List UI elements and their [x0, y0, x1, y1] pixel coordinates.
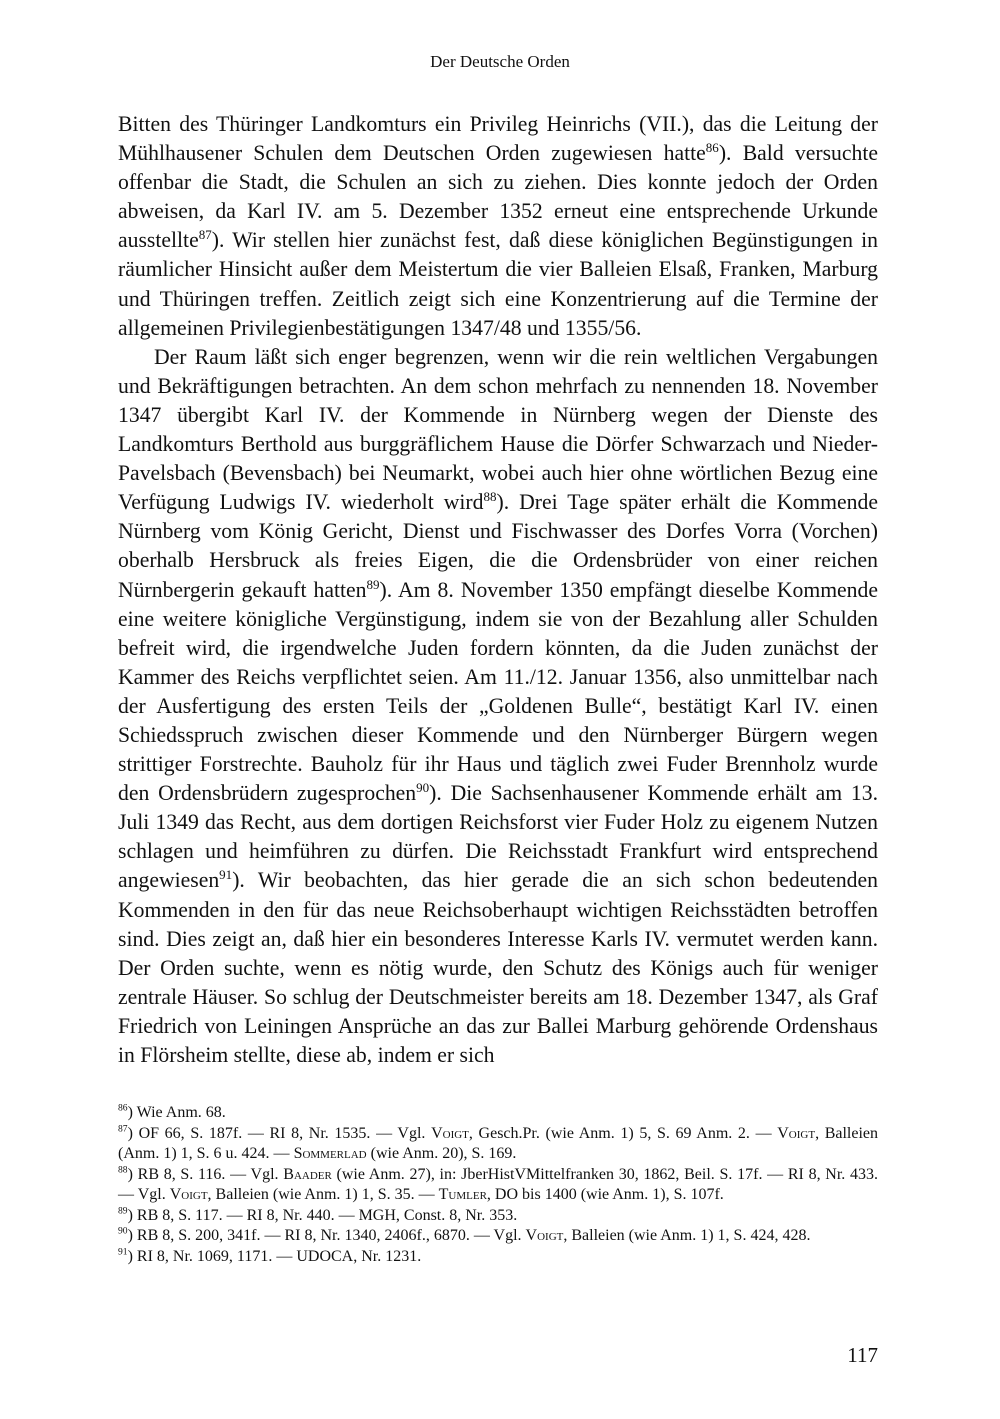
- author-name: Baader: [283, 1165, 332, 1183]
- author-name: Voigt: [525, 1227, 564, 1244]
- footnote-text: RB 8, S. 200, 341f. — RI 8, Nr. 1340, 2406f., 6870. — Vgl.: [136, 1227, 526, 1244]
- footnotes: [118, 1103, 878, 1267]
- footnote: $^{88}$) RB 8, S. 116. — Vgl. Baader (wie Anm. 27), in: JberHistVMittelfranken 30, 1862, Beil. S. 17f. — RI 8, Nr. 433. — Vgl. Voigt, Balleien (wie Anm. 1) 1, S. 35. — Tumler, DO bis 1400 (wie Anm. 1), S. 107f.: [118, 1164, 878, 1203]
- author-name: Sommerlad: [293, 1145, 367, 1162]
- text-run: ). Drei Tage später erhält die Kommende Nürnberg vom König Gericht, Dienst und Fischwasser des Dorfes Vorra (Vorchen) oberhalb Hersbruck als freies Eigen, die die Ordensbrüder von einer reichen Nürnbergerin gekauft hatten: [118, 490, 878, 602]
- footnote-ref: 88: [483, 488, 497, 504]
- author-name: Voigt: [169, 1186, 208, 1203]
- footnote-number: 88: [118, 1164, 128, 1176]
- author-name: Tumler: [438, 1186, 487, 1203]
- footnote-text: , Balleien (wie Anm. 1) 1, S. 35. —: [207, 1186, 439, 1203]
- author-name: Voigt: [431, 1124, 469, 1142]
- body-text: [118, 110, 878, 1070]
- footnote-text: (wie Anm. 27), in: JberHistVMittelfranken 30, 1862, Beil. S. 17f. — RI 8, Nr. 433. — Vgl.: [118, 1165, 878, 1203]
- footnote-text: Wie Anm. 68.: [136, 1104, 226, 1121]
- footnote-number: 91: [118, 1246, 128, 1258]
- text-run: ). Die Sachsenhausener Kommende erhält am 13. Juli 1349 das Recht, aus dem dortigen Reichsforst vier Fuder Holz zu eigenem Nutzen schlagen und heimführen zu dürfen. Die Reichsstadt Frankfurt wird entsprechend angewiesen: [118, 781, 878, 893]
- footnote-text: , DO bis 1400 (wie Anm. 1), S. 107f.: [486, 1186, 724, 1203]
- footnote-ref: 90: [416, 779, 430, 795]
- footnote-ref: 87: [198, 227, 212, 243]
- footnote: $^{86}$) Wie Anm. 68.: [118, 1102, 226, 1121]
- footnote: $^{87}$) OF 66, S. 187f. — RI 8, Nr. 1535. — Vgl. Voigt, Gesch.Pr. (wie Anm. 1) 5, S. 69 Anm. 2. — Voigt, Balleien (Anm. 1) 1, S. 6 u. 424. — Sommerlad (wie Anm. 20), S. 169.: [118, 1123, 879, 1162]
- footnote-text: (wie Anm. 20), S. 169.: [366, 1145, 517, 1162]
- footnote: $^{91}$) RI 8, Nr. 1069, 1171. — UDOCA, Nr. 1231.: [118, 1246, 422, 1265]
- footnote-text: , Balleien (Anm. 1) 1, S. 6 u. 424. —: [118, 1124, 879, 1162]
- text-run: ). Wir beobachten, das hier gerade die an sich schon bedeutenden Kommenden in den für das neue Reichsoberhaupt wichtigen Reichsstädten betroffen sind. Dies zeigt an, daß hier ein besonderes Interesse Karls IV. vermutet werden kann. Der Orden suchte, wenn es nötig wurde, den Schutz des Königs auch für weniger zentrale Häuser. So schlug der Deutschmeister bereits am 18. Dezember 1347, als Graf Friedrich von Leiningen Ansprüche an das zur Ballei Marburg gehörende Ordenshaus in Flörsheim stellte, diese ab, indem er sich: [118, 868, 878, 1067]
- footnote-number: 86: [118, 1102, 128, 1114]
- footnote: $^{89}$) RB 8, S. 117. — RI 8, Nr. 440. — MGH, Const. 8, Nr. 353.: [118, 1205, 518, 1224]
- footnote-ref: 91: [219, 867, 233, 883]
- running-head: Der Deutsche Orden: [430, 52, 570, 71]
- footnote-text: RB 8, S. 116. — Vgl.: [137, 1165, 284, 1183]
- page-number: 117: [847, 1343, 878, 1367]
- footnote-text: RB 8, S. 117. — RI 8, Nr. 440. — MGH, Const. 8, Nr. 353.: [136, 1206, 518, 1224]
- footnote-ref: 86: [705, 139, 719, 155]
- footnote-ref: 89: [366, 576, 380, 592]
- text-run: ). Wir stellen hier zunächst fest, daß diese königlichen Begünstigungen in räumlicher Hinsicht außer dem Meistertum die vier Balleien Elsaß, Franken, Marburg und Thüringen treffen. Zeitlich zeigt sich eine Konzentrierung auf die Termine der allgemeinen Privilegienbestätigungen 1347/48 und 1355/56.: [118, 228, 878, 340]
- footnote-number: 90: [118, 1225, 128, 1237]
- footnote-text: , Balleien (wie Anm. 1) 1, S. 424, 428.: [563, 1227, 811, 1244]
- body-paragraph: [118, 110, 878, 343]
- author-name: Voigt: [777, 1124, 816, 1142]
- footnote-text: RI 8, Nr. 1069, 1171. — UDOCA, Nr. 1231.: [136, 1247, 422, 1265]
- footnote-number: 87: [118, 1123, 128, 1135]
- footnote-text: OF 66, S. 187f. — RI 8, Nr. 1535. — Vgl.: [138, 1124, 432, 1142]
- text-run: Bitten des Thüringer Landkomturs ein Privileg Heinrichs (VII.), das die Leitung der Mühlhausener Schulen dem Deutschen Orden zugewiesen hatte: [118, 112, 878, 166]
- text-run: ). Bald versuchte offenbar die Stadt, die Schulen an sich zu ziehen. Dies konnte jedoch der Orden abweisen, da Karl IV. am 5. Dezember 1352 erneut eine entsprechende Urkunde ausstellte: [118, 141, 879, 253]
- footnote: $^{90}$) RB 8, S. 200, 341f. — RI 8, Nr. 1340, 2406f., 6870. — Vgl. Voigt, Balleien (wie Anm. 1) 1, S. 424, 428.: [118, 1225, 811, 1244]
- footnote-number: 89: [118, 1205, 128, 1217]
- text-run: Der Raum läßt sich enger begrenzen, wenn wir die rein weltlichen Vergabungen und Bekräftigungen betrachten. An dem schon mehrfach zu nennenden 18. November 1347 übergibt Karl IV. der Kommende in Nürnberg wegen der Dienste des Landkomturs Berthold aus burggräflichem Hause die Dörfer Schwarzach und Nieder-Pavelsbach (Bevensbach) bei Neumarkt, wobei auch hier ohne wörtlichen Bezug eine Verfügung Ludwigs IV. wiederholt wird: [118, 344, 878, 515]
- footnote-text: , Gesch.Pr. (wie Anm. 1) 5, S. 69 Anm. 2. —: [468, 1124, 778, 1142]
- body-paragraph: [118, 343, 878, 1070]
- text-run: ). Am 8. November 1350 empfängt dieselbe Kommende eine weitere königliche Vergünstigung, indem sie von der Bezahlung aller Schulden befreit wird, die irgendwelche Juden fordern könnten, da die Juden zunächst der Kammer des Reichs verpflichtet seien. Am 11./12. Januar 1356, also unmittelbar nach der Ausfertigung des ersten Teils der „Goldenen Bulle“, bestätigt Karl IV. einen Schiedsspruch zwischen dieser Kommende und den Nürnberger Bürgern wegen strittiger Forstrechte. Bauholz für ihr Haus und täglich zwei Fuder Brennholz wurde den Ordensbrüdern zugesprochen: [118, 577, 878, 806]
